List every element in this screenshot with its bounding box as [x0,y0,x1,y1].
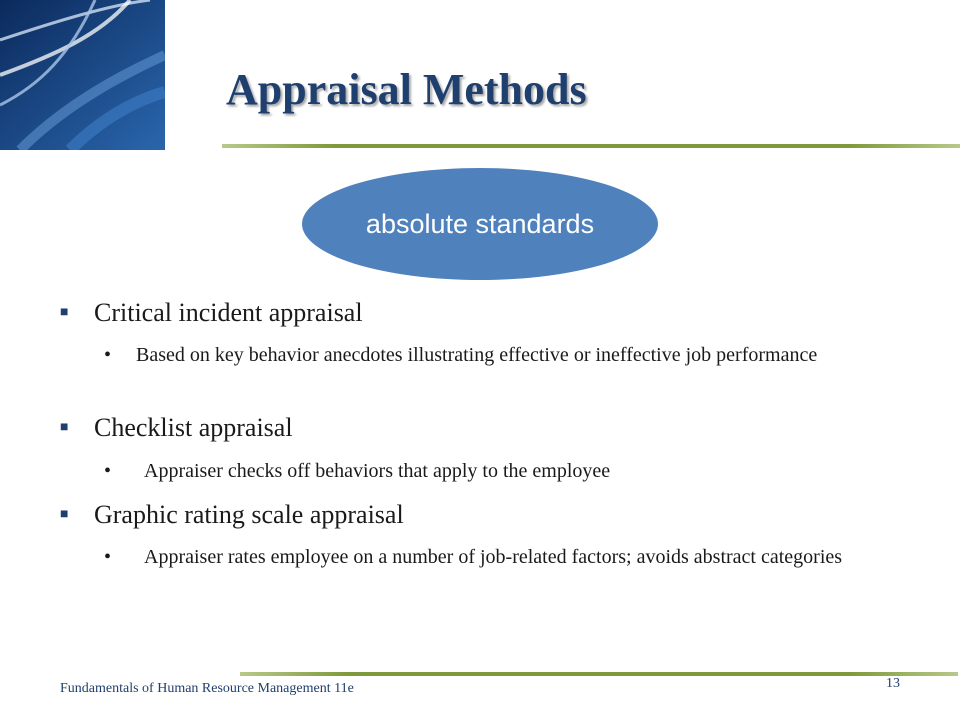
list-item-detail [104,340,880,370]
bullet-heading: Critical incident appraisal [94,298,363,327]
dot-bullet-icon: • [104,460,112,482]
slide-title: Appraisal Methods [226,65,587,114]
oval-label: absolute standards [365,208,595,239]
square-bullet-icon: ■ [60,420,69,435]
dot-bullet-icon: • [104,344,112,366]
bullet-detail: Based on key behavior anecdotes illustrating effective or ineffective job performance [136,344,818,366]
dot-bullet-icon: • [104,546,112,568]
bullet-detail: Appraiser checks off behaviors that apply to the employee [144,460,611,482]
list-item-detail [104,456,880,486]
footer-divider [240,672,958,676]
square-bullet-icon: ■ [60,507,69,522]
list-item-detail [104,542,880,572]
bullet-heading: Checklist appraisal [94,413,293,442]
bullet-heading: Graphic rating scale appraisal [94,500,404,529]
list-item [60,298,363,328]
bullet-detail: Appraiser rates employee on a number of job-related factors; avoids abstract categories [144,546,843,568]
list-item [60,413,293,443]
square-bullet-icon: ■ [60,305,69,320]
footer-text: Fundamentals of Human Resource Management 11e [60,681,354,696]
page-number: 13 [886,676,900,691]
list-item [60,500,404,530]
